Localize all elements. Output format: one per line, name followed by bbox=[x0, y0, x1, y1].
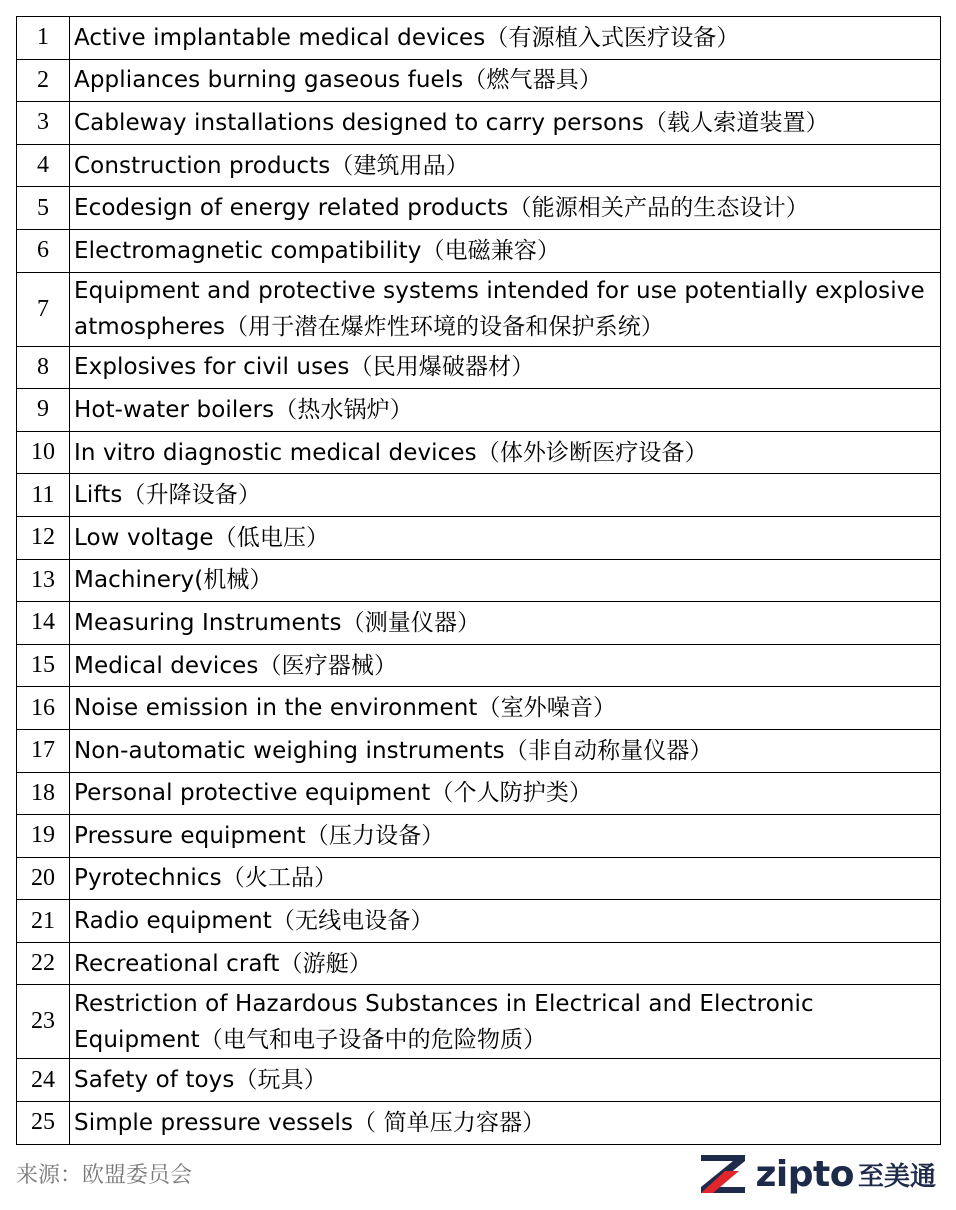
row-text: Non-automatic weighing instruments（非自动称量仪器） bbox=[70, 729, 941, 772]
table-row bbox=[17, 985, 941, 1059]
row-number: 17 bbox=[17, 729, 70, 772]
row-text: Explosives for civil uses（民用爆破器材） bbox=[70, 346, 941, 389]
row-text: Equipment and protective systems intended for use potentially explosive atmospheres（用于潜在爆炸性环境的设备和保护系统） bbox=[70, 272, 941, 346]
row-text: Restriction of Hazardous Substances in Electrical and Electronic Equipment（电气和电子设备中的危险物质） bbox=[70, 985, 941, 1059]
table-row bbox=[17, 729, 941, 772]
z-logo-icon bbox=[699, 1153, 747, 1195]
table-row bbox=[17, 389, 941, 432]
table-row bbox=[17, 187, 941, 230]
table-row bbox=[17, 474, 941, 517]
row-text: In vitro diagnostic medical devices（体外诊断医疗设备） bbox=[70, 431, 941, 474]
row-text: Low voltage（低电压） bbox=[70, 516, 941, 559]
brand-logo bbox=[699, 1152, 936, 1196]
table-row bbox=[17, 559, 941, 602]
row-number: 23 bbox=[17, 985, 70, 1059]
directive-table bbox=[16, 16, 941, 1145]
row-number: 11 bbox=[17, 474, 70, 517]
row-text: Machinery(机械） bbox=[70, 559, 941, 602]
row-number: 22 bbox=[17, 942, 70, 985]
table-row bbox=[17, 272, 941, 346]
table-row bbox=[17, 900, 941, 943]
table-row bbox=[17, 431, 941, 474]
row-number: 20 bbox=[17, 857, 70, 900]
row-text: Simple pressure vessels（ 简单压力容器） bbox=[70, 1102, 941, 1145]
table-row bbox=[17, 102, 941, 145]
table-row bbox=[17, 602, 941, 645]
row-number: 16 bbox=[17, 687, 70, 730]
row-text: Radio equipment（无线电设备） bbox=[70, 900, 941, 943]
row-number: 2 bbox=[17, 59, 70, 102]
table-row bbox=[17, 229, 941, 272]
row-text: Pyrotechnics（火工品） bbox=[70, 857, 941, 900]
row-number: 4 bbox=[17, 144, 70, 187]
row-text: Lifts（升降设备） bbox=[70, 474, 941, 517]
row-number: 7 bbox=[17, 272, 70, 346]
row-number: 25 bbox=[17, 1102, 70, 1145]
row-number: 13 bbox=[17, 559, 70, 602]
row-number: 9 bbox=[17, 389, 70, 432]
table-row bbox=[17, 772, 941, 815]
table-row bbox=[17, 942, 941, 985]
row-text: Hot-water boilers（热水锅炉） bbox=[70, 389, 941, 432]
row-text: Appliances burning gaseous fuels（燃气器具） bbox=[70, 59, 941, 102]
table-row bbox=[17, 516, 941, 559]
row-text: Measuring Instruments（测量仪器） bbox=[70, 602, 941, 645]
directive-table-wrapper bbox=[16, 16, 940, 1145]
brand-name: zipto bbox=[755, 1153, 854, 1195]
row-number: 18 bbox=[17, 772, 70, 815]
row-text: Cableway installations designed to carry persons（载人索道装置） bbox=[70, 102, 941, 145]
row-number: 14 bbox=[17, 602, 70, 645]
table-row bbox=[17, 17, 941, 60]
table-row bbox=[17, 644, 941, 687]
footer bbox=[16, 1150, 940, 1200]
row-number: 5 bbox=[17, 187, 70, 230]
row-text: Medical devices（医疗器械） bbox=[70, 644, 941, 687]
brand-name-chinese: 至美通 bbox=[857, 1161, 936, 1192]
row-number: 3 bbox=[17, 102, 70, 145]
row-number: 8 bbox=[17, 346, 70, 389]
table-row bbox=[17, 59, 941, 102]
row-text: Noise emission in the environment（室外噪音） bbox=[70, 687, 941, 730]
row-number: 12 bbox=[17, 516, 70, 559]
row-text: Electromagnetic compatibility（电磁兼容） bbox=[70, 229, 941, 272]
row-number: 15 bbox=[17, 644, 70, 687]
table-row bbox=[17, 857, 941, 900]
row-text: Pressure equipment（压力设备） bbox=[70, 815, 941, 858]
row-number: 6 bbox=[17, 229, 70, 272]
table-row bbox=[17, 1059, 941, 1102]
source-caption: 来源：欧盟委员会 bbox=[16, 1163, 193, 1188]
row-text: Active implantable medical devices（有源植入式医疗设备） bbox=[70, 17, 941, 60]
table-row bbox=[17, 346, 941, 389]
row-number: 10 bbox=[17, 431, 70, 474]
table-row bbox=[17, 1102, 941, 1145]
row-text: Personal protective equipment（个人防护类） bbox=[70, 772, 941, 815]
table-row bbox=[17, 687, 941, 730]
row-text: Safety of toys（玩具） bbox=[70, 1059, 941, 1102]
row-number: 21 bbox=[17, 900, 70, 943]
table-row bbox=[17, 815, 941, 858]
row-number: 24 bbox=[17, 1059, 70, 1102]
row-text: Construction products（建筑用品） bbox=[70, 144, 941, 187]
row-number: 1 bbox=[17, 17, 70, 60]
table-row bbox=[17, 144, 941, 187]
row-text: Recreational craft（游艇） bbox=[70, 942, 941, 985]
row-number: 19 bbox=[17, 815, 70, 858]
row-text: Ecodesign of energy related products（能源相关产品的生态设计） bbox=[70, 187, 941, 230]
